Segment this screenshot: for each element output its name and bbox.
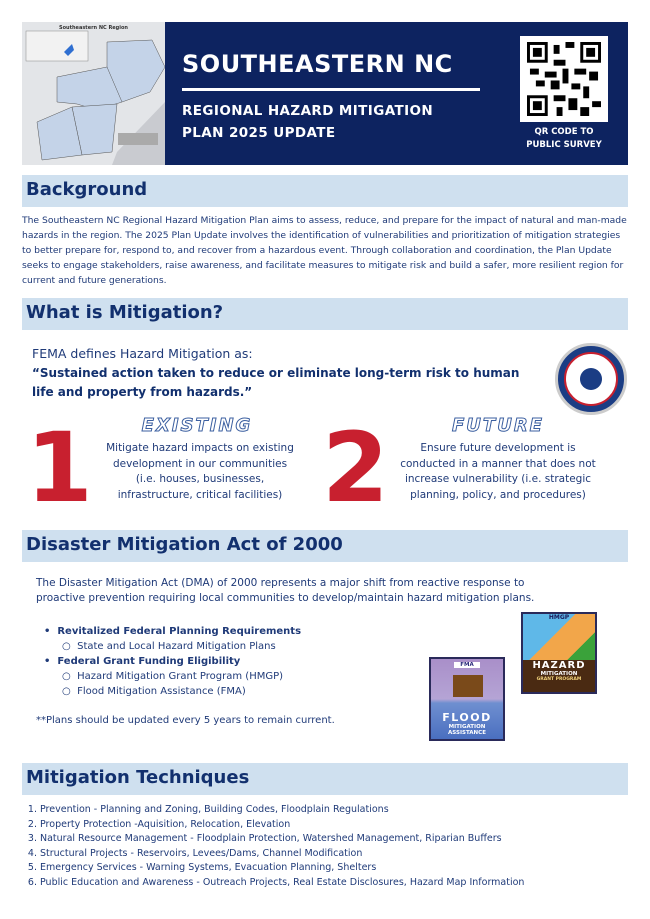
list-item: ○ Flood Mitigation Assistance (FMA) (62, 686, 246, 697)
qr-code[interactable] (520, 36, 608, 122)
qr-code-icon (526, 42, 602, 116)
list-item: • Federal Grant Funding Eligibility (44, 656, 241, 667)
item-text: Mitigate hazard impacts on existing development in our communities (i.e. houses, businesses, infrastructure, critical facilities) (106, 442, 294, 501)
fma-logo (429, 657, 505, 741)
dma-note: **Plans should be updated every 5 years to remain current. (36, 715, 335, 726)
list-item: ○ State and Local Hazard Mitigation Plans (62, 641, 276, 652)
section-header-mitigation (22, 298, 628, 330)
page-subtitle (182, 100, 433, 144)
fema-quote: “Sustained action taken to reduce or eliminate long-term risk to human life and property from hazards.” (32, 366, 520, 399)
list-item-text: Flood Mitigation Assistance (FMA) (77, 686, 246, 697)
house-icon (453, 675, 483, 697)
list-item: 4. Structural Projects - Reservoirs, Levees/Dams, Channel Modification (40, 847, 620, 862)
region-map (22, 22, 165, 165)
eagle-icon (580, 368, 602, 390)
logo-text: MITIGATION (540, 671, 578, 677)
title-divider (182, 88, 480, 91)
qr-label (502, 126, 626, 152)
section-header-background (22, 175, 628, 207)
subtitle-line: REGIONAL HAZARD MITIGATION (182, 103, 434, 119)
fema-intro: FEMA defines Hazard Mitigation as: (32, 346, 253, 361)
section-title: Background (26, 179, 148, 200)
section-title: Disaster Mitigation Act of 2000 (26, 534, 343, 555)
item-number: 2 (322, 412, 389, 524)
dhs-seal (555, 343, 627, 415)
qr-label-line: PUBLIC SURVEY (526, 140, 602, 150)
list-item: 6. Public Education and Awareness - Outreach Projects, Real Estate Disclosures, Hazard Map Information (40, 876, 620, 891)
subtitle-line: PLAN 2025 UPDATE (182, 125, 336, 141)
list-item-text: Revitalized Federal Planning Requirements (57, 626, 302, 637)
header-banner (22, 22, 628, 165)
logo-text: HAZARD (532, 660, 586, 671)
list-item-text: Hazard Mitigation Grant Program (HMGP) (77, 671, 284, 682)
list-item-text: State and Local Hazard Mitigation Plans (77, 641, 276, 652)
background-text: The Southeastern NC Regional Hazard Mitigation Plan aims to assess, reduce, and prepare for the impact of natural and man-made hazards in the region. The 2025 Plan Update involves the identification of vulnerabilities and prioritization of mitigation strategies to better prepare for, respond to, and recover from a hazardous event. Through collaboration and coordination, the Plan Update seeks to engage stakeholders, raise awareness, and facilitate measures to mitigate risk and build a safer, more resilient region for current and future generations. (22, 215, 627, 286)
item-title: EXISTING (141, 415, 253, 436)
dma-text: The Disaster Mitigation Act (DMA) of 2000 represents a major shift from reactive response to proactive prevention requiring local communities to develop/maintain hazard mitigation plans. (36, 577, 535, 604)
item-number: 1 (26, 412, 93, 524)
list-item: 3. Natural Resource Management - Floodplain Protection, Watershed Management, Riparian Buffers (40, 832, 620, 847)
region-map-graphic (22, 22, 165, 165)
section-title: Mitigation Techniques (26, 767, 250, 788)
logo-text: FLOOD (442, 711, 492, 724)
logo-text: FMA (454, 662, 480, 668)
techniques-list (40, 803, 620, 891)
list-item-text: Federal Grant Funding Eligibility (57, 656, 241, 667)
logo-text: MITIGATION (448, 724, 486, 730)
logo-text: ASSISTANCE (448, 730, 486, 736)
map-title: Southeastern NC Region (59, 25, 128, 31)
list-item: 1. Prevention - Planning and Zoning, Building Codes, Floodplain Regulations (40, 803, 620, 818)
section-title: What is Mitigation? (26, 302, 224, 323)
logo-text: GRANT PROGRAM (536, 677, 582, 682)
logo-text: HMGP (548, 614, 570, 621)
hmgp-logo (521, 612, 597, 694)
item-title: FUTURE (452, 415, 544, 436)
list-item: 5. Emergency Services - Warning Systems, Evacuation Planning, Shelters (40, 861, 620, 876)
list-item: ○ Hazard Mitigation Grant Program (HMGP) (62, 671, 284, 682)
section-header-techniques (22, 763, 628, 795)
item-text: Ensure future development is conducted in a manner that does not increase vulnerability (i.e. strategic planning, policy, and procedures) (400, 442, 596, 501)
section-header-dma (22, 530, 628, 562)
page-title: SOUTHEASTERN NC (182, 50, 453, 78)
list-item: • Revitalized Federal Planning Requirements (44, 626, 302, 637)
dma-list (44, 624, 301, 699)
list-item: 2. Property Protection -Aquisition, Relocation, Elevation (40, 818, 620, 833)
qr-label-line: QR CODE TO (534, 127, 594, 137)
